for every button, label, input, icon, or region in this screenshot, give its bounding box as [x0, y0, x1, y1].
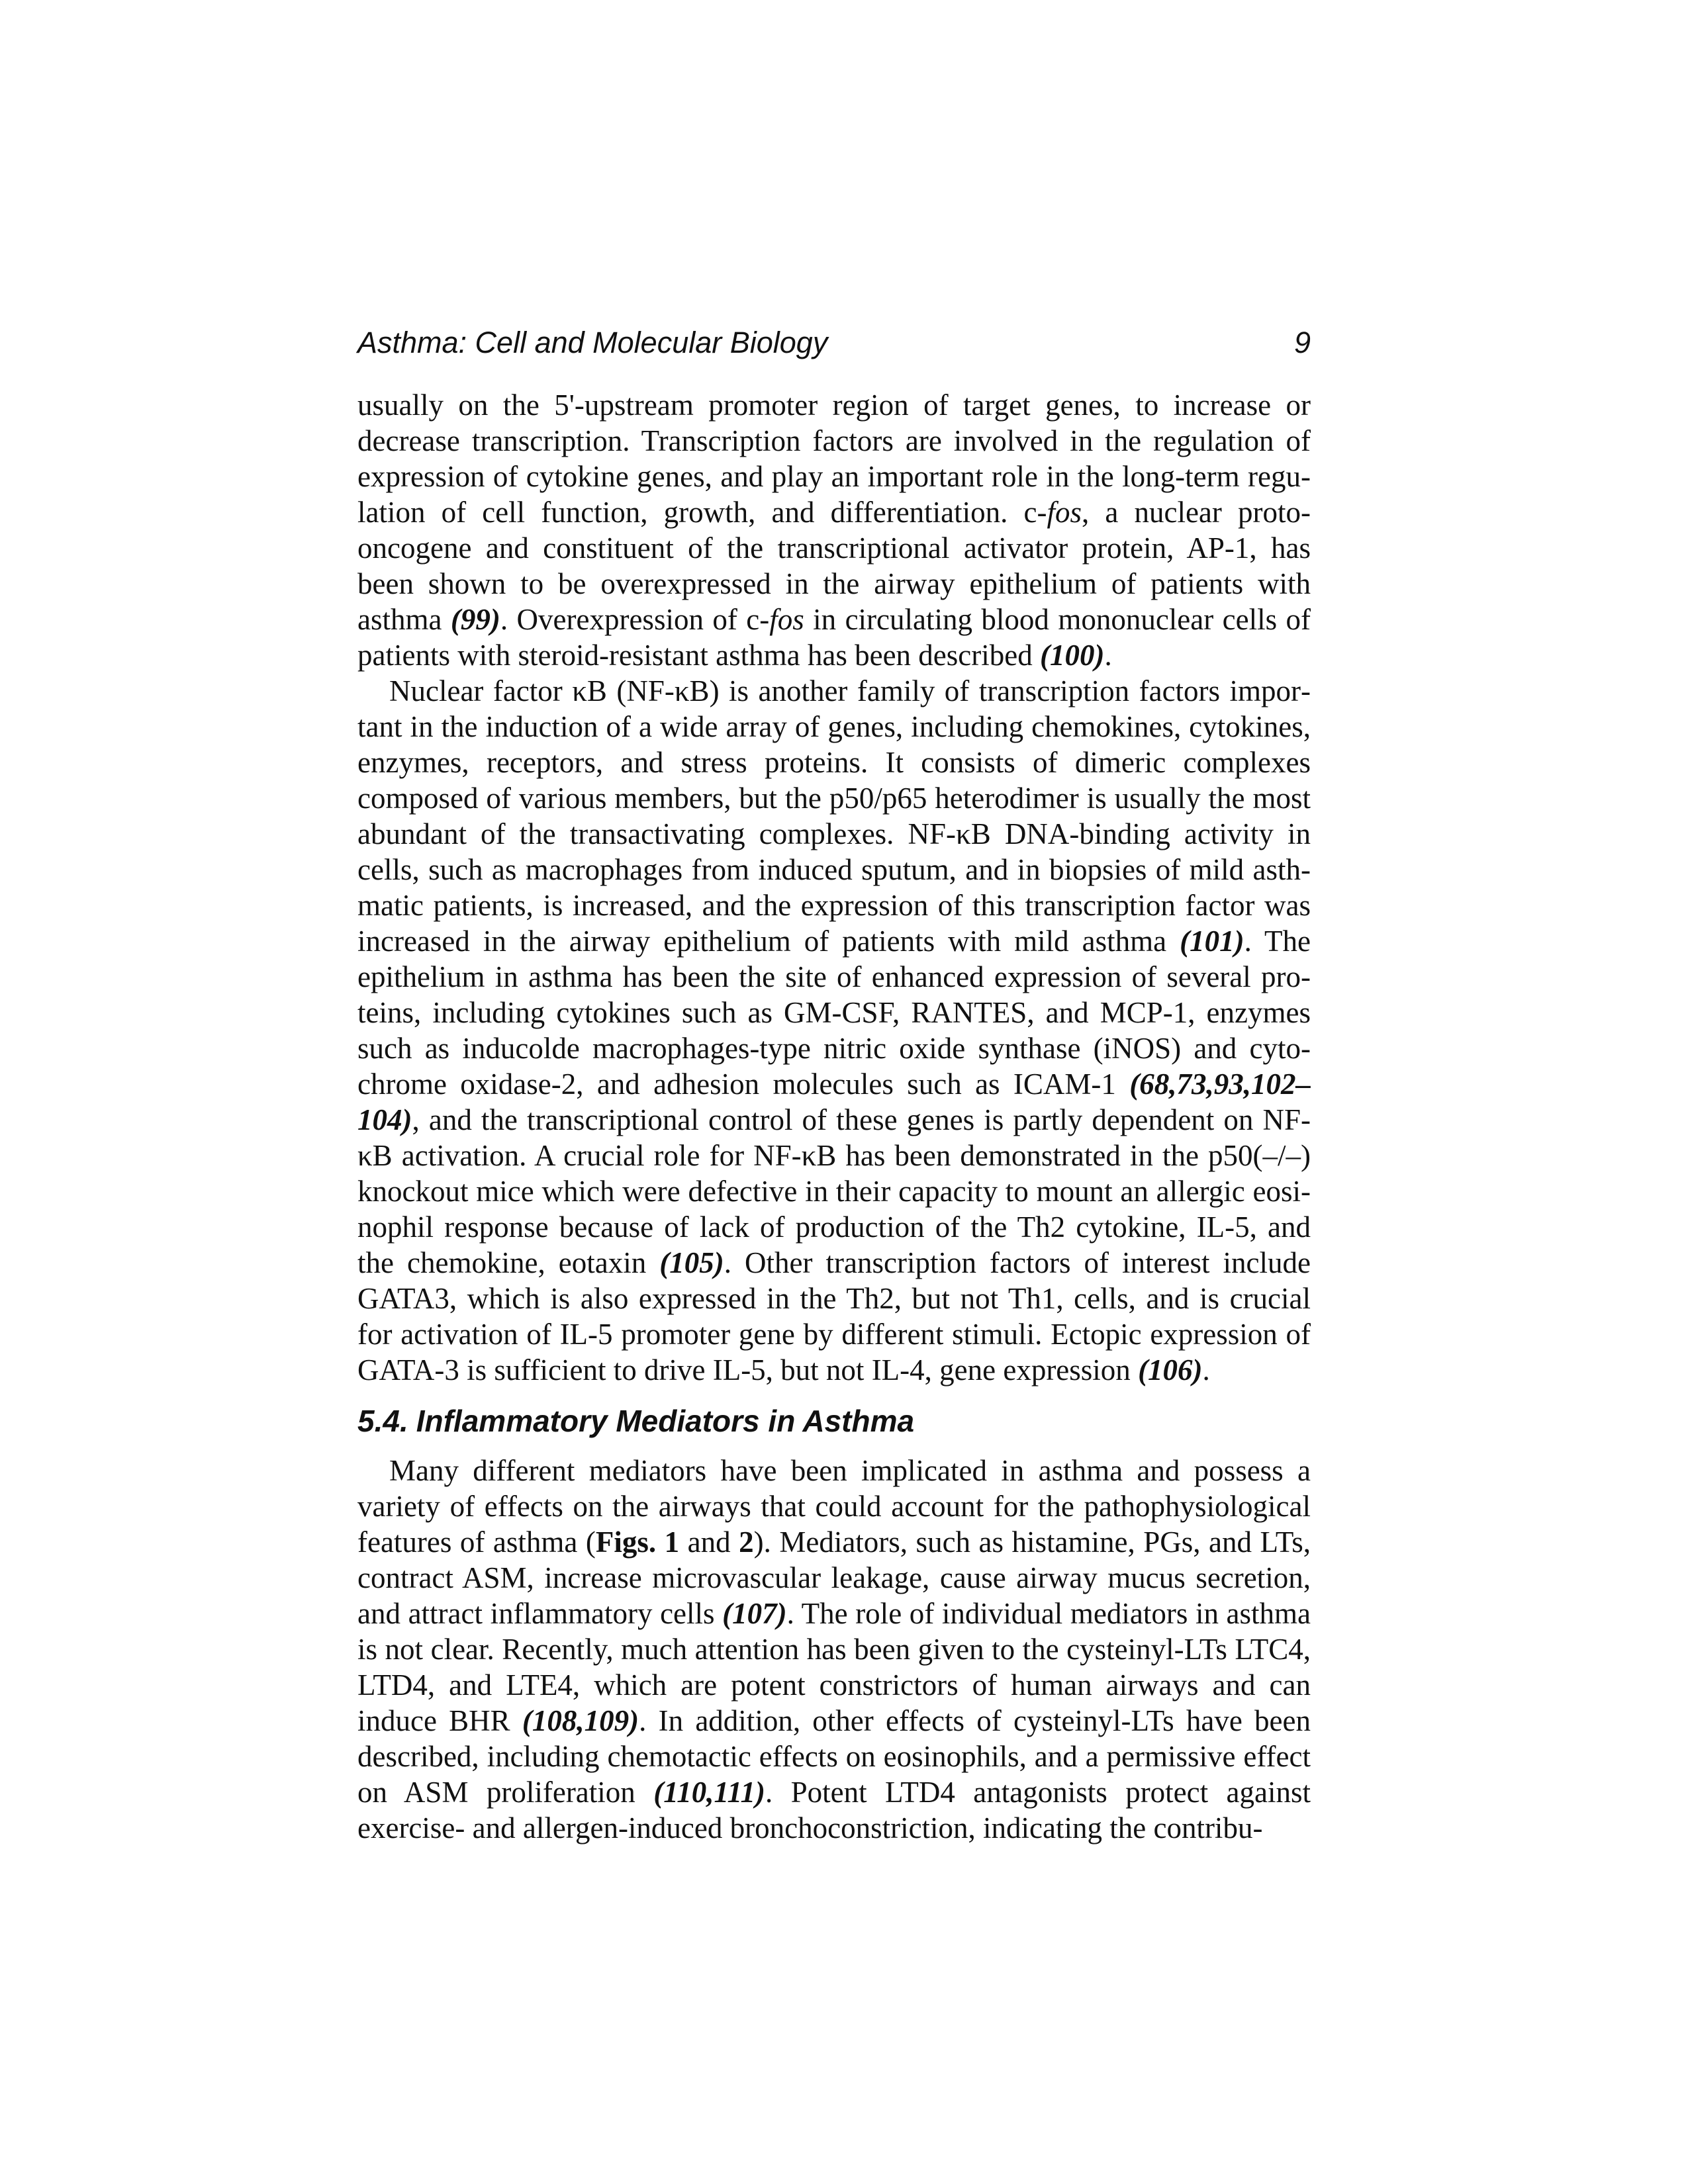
running-title: Asthma: Cell and Molecular Biology	[357, 326, 828, 359]
citation: (105)	[659, 1246, 724, 1279]
figure-reference: 2	[739, 1525, 754, 1559]
body-text	[357, 387, 1311, 1846]
text-run: . In addition, other effects of cysteinyl-LTs have been described, including chemotactic effects on eosinophils, and a permissive effect on ASM proliferation	[357, 1704, 1311, 1809]
text-run: . The epithelium in asthma has been the site of enhanced expression of several proteins, including cytokines such as GM-CSF, RANTES, and MCP-1, enzymes such as inducolde macrophages-type nitric oxide synthase (iNOS) and cytochrome oxidase-2, and adhesion molecules such as ICAM-1	[357, 925, 1311, 1101]
text-run: Many different mediators have been implicated in asthma and possess a variety of effects on the airways that could account for the pathophysiological features of asthma (	[357, 1454, 1311, 1559]
text-run: . Potent LTD4 antagonists protect against exercise- and allergen-induced bronchoconstriction, indicating the contribu-	[357, 1776, 1311, 1844]
citation: (100)	[1039, 639, 1105, 672]
text-run: , and the transcriptional control of these genes is partly dependent on NF-κB activation. A crucial role for NF-κB has been demonstrated in the p50(–/–) knockout mice which were defective in their capacity to mount an allergic eosinophil response because of lack of production of the Th2 cytokine, IL-5, and the chemokine, eotaxin	[357, 1103, 1311, 1279]
section-heading	[357, 1402, 1311, 1439]
paragraph-mediators	[357, 1453, 1311, 1846]
text-run: , a nuclear protooncogene and constituent of the transcriptional activator protein, AP-1, has been shown to be overexpressed in the airway epithelium of patients with asthma	[357, 496, 1311, 636]
citation: (101)	[1180, 925, 1244, 958]
text-run: . The role of individual mediators in asthma is not clear. Recently, much attention has been given to the cysteinyl-LTs LTC4, LTD4, and LTE4, which are potent constrictors of human airways and can induce BHR	[357, 1597, 1311, 1737]
citation: (107)	[722, 1597, 787, 1630]
gene-name: fos	[769, 603, 804, 636]
citation: (68,73,93,102–104)	[357, 1068, 1311, 1136]
citation: (99)	[450, 603, 500, 636]
text-run: and	[679, 1525, 739, 1559]
text-run: . Other transcription factors of interest include GATA3, which is also expressed in the Th2, but not Th1, cells, and is crucial for activation of IL-5 promoter gene by different stimuli. Ectopic expression of GATA-3 is sufficient to drive IL-5, but not IL-4, gene expression	[357, 1246, 1311, 1387]
paragraph-transcription-factors	[357, 387, 1311, 673]
paragraph-nf-kb	[357, 673, 1311, 1388]
citation: (110,111)	[653, 1776, 765, 1809]
running-head	[357, 323, 1311, 363]
text-run: Nuclear factor κB (NF-κB) is another family of transcription factors important in the induction of a wide array of genes, including chemokines, cytokines, enzymes, receptors, and stress proteins. It consists of dimeric complexes composed of various members, but the p50/p65 heterodimer is usually the most abundant of the transactivating complexes. NF-κB DNA-binding activity in cells, such as macrophages from induced sputum, and in biopsies of mild asthmatic patients, is increased, and the expression of this transcription factor was increased in the airway epithelium of patients with mild asthma	[357, 674, 1311, 958]
text-run: . Overexpression of c-	[500, 603, 770, 636]
text-run: in circulating blood mononuclear cells of patients with steroid-resistant asthma has been described	[357, 603, 1311, 672]
figure-reference: Figs. 1	[595, 1525, 680, 1559]
citation: (106)	[1138, 1353, 1203, 1387]
text-run: .	[1202, 1353, 1210, 1387]
text-run: usually on the 5'-upstream promoter region of target genes, to increase or decrease transcription. Transcription factors are involved in the regulation of expression of cytokine genes, and play an important role in the long-term regulation of cell function, growth, and differentiation.	[357, 388, 1311, 529]
section-title: Inflammatory Mediators in Asthma	[416, 1404, 915, 1438]
gene-name: fos	[1047, 496, 1082, 529]
section-number: 5.4.	[357, 1404, 408, 1438]
text-run: c-	[1023, 496, 1047, 529]
text-run: ). Mediators, such as histamine, PGs, and LTs, contract ASM, increase microvascular leakage, cause airway mucus secretion, and attract inflammatory cells	[357, 1525, 1311, 1630]
page-number: 9	[1293, 326, 1311, 359]
citation: (108,109)	[522, 1704, 639, 1737]
text-run: .	[1104, 639, 1112, 672]
